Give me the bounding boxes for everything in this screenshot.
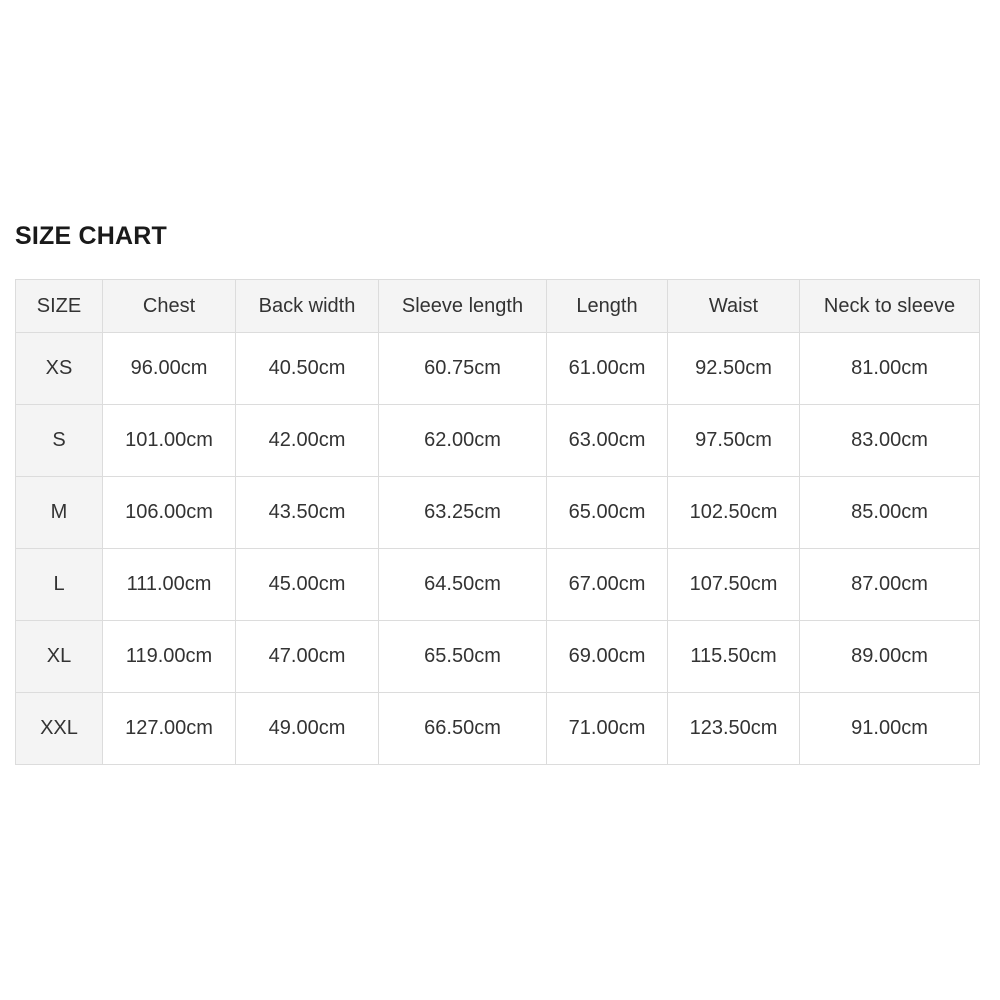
table-row [16, 333, 980, 405]
header-neck-to-sleeve: Neck to sleeve [800, 280, 980, 333]
table-row [16, 477, 980, 549]
table-row [16, 549, 980, 621]
neck-to-sleeve-cell: 85.00cm [800, 477, 980, 549]
header-chest: Chest [103, 280, 236, 333]
neck-to-sleeve-cell: 91.00cm [800, 693, 980, 765]
header-waist: Waist [668, 280, 800, 333]
waist-cell: 97.50cm [668, 405, 800, 477]
sleeve-length-cell: 62.00cm [379, 405, 547, 477]
sleeve-length-cell: 64.50cm [379, 549, 547, 621]
neck-to-sleeve-cell: 83.00cm [800, 405, 980, 477]
back-width-cell: 45.00cm [236, 549, 379, 621]
waist-cell: 102.50cm [668, 477, 800, 549]
header-row [16, 280, 980, 333]
header-size: SIZE [16, 280, 103, 333]
table-row [16, 621, 980, 693]
size-cell: L [16, 549, 103, 621]
size-chart-table [15, 279, 980, 765]
size-cell: M [16, 477, 103, 549]
header-sleeve-length: Sleeve length [379, 280, 547, 333]
table-row [16, 693, 980, 765]
chest-cell: 106.00cm [103, 477, 236, 549]
sleeve-length-cell: 60.75cm [379, 333, 547, 405]
waist-cell: 115.50cm [668, 621, 800, 693]
waist-cell: 92.50cm [668, 333, 800, 405]
length-cell: 71.00cm [547, 693, 668, 765]
back-width-cell: 40.50cm [236, 333, 379, 405]
size-cell: XL [16, 621, 103, 693]
sleeve-length-cell: 65.50cm [379, 621, 547, 693]
neck-to-sleeve-cell: 81.00cm [800, 333, 980, 405]
chest-cell: 101.00cm [103, 405, 236, 477]
header-length: Length [547, 280, 668, 333]
length-cell: 67.00cm [547, 549, 668, 621]
neck-to-sleeve-cell: 87.00cm [800, 549, 980, 621]
length-cell: 61.00cm [547, 333, 668, 405]
page-title: SIZE CHART [15, 222, 167, 250]
neck-to-sleeve-cell: 89.00cm [800, 621, 980, 693]
chest-cell: 119.00cm [103, 621, 236, 693]
length-cell: 63.00cm [547, 405, 668, 477]
table-row [16, 405, 980, 477]
sleeve-length-cell: 66.50cm [379, 693, 547, 765]
back-width-cell: 42.00cm [236, 405, 379, 477]
waist-cell: 107.50cm [668, 549, 800, 621]
chest-cell: 96.00cm [103, 333, 236, 405]
header-back-width: Back width [236, 280, 379, 333]
chest-cell: 127.00cm [103, 693, 236, 765]
waist-cell: 123.50cm [668, 693, 800, 765]
back-width-cell: 49.00cm [236, 693, 379, 765]
back-width-cell: 43.50cm [236, 477, 379, 549]
size-cell: XXL [16, 693, 103, 765]
length-cell: 69.00cm [547, 621, 668, 693]
size-cell: S [16, 405, 103, 477]
length-cell: 65.00cm [547, 477, 668, 549]
back-width-cell: 47.00cm [236, 621, 379, 693]
sleeve-length-cell: 63.25cm [379, 477, 547, 549]
chest-cell: 111.00cm [103, 549, 236, 621]
size-cell: XS [16, 333, 103, 405]
